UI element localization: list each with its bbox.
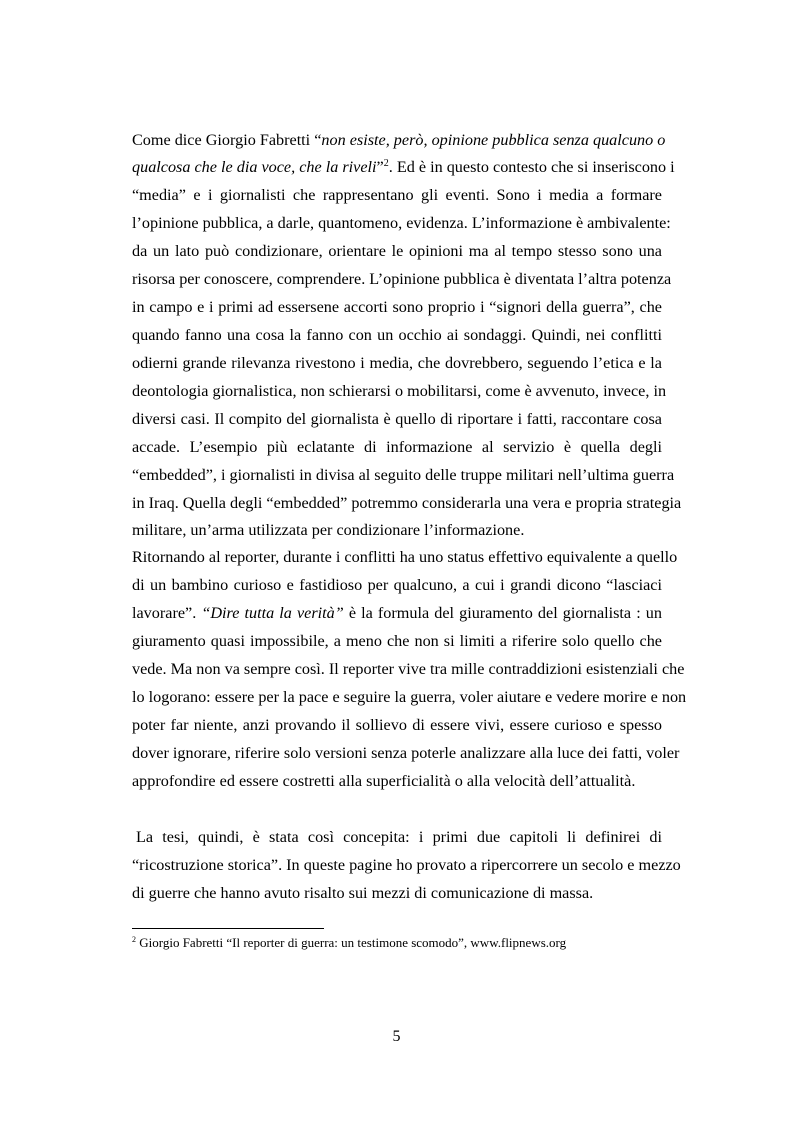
paragraph-1-line-15: militare, un’arma utilizzata per condizionare l’informazione. (132, 521, 525, 539)
quote-italic: non esiste, però, opinione pubblica senza qualcuno o (321, 131, 666, 149)
paragraph-3-line-3: di guerre che hanno avuto risalto sui mezzi di comunicazione di massa. (132, 884, 594, 902)
paragraph-2-line-2: di un bambino curioso e fastidioso per qualcuno, a cui i grandi dicono “lasciaci (132, 576, 662, 594)
paragraph-2-line-8: dover ignorare, riferire solo versioni senza poterle analizzare alla luce dei fatti, voler (132, 744, 680, 762)
paragraph-1-line-6: risorsa per conoscere, comprendere. L’opinione pubblica è diventata l’altra potenza (132, 270, 672, 288)
paragraph-1-line-9: odierni grande rilevanza rivestono i media, che dovrebbero, seguendo l’etica e la (132, 354, 662, 372)
paragraph-2-line-4: giuramento quasi impossibile, a meno che non si limiti a riferire solo quello che (132, 632, 662, 650)
page-number: 5 (392, 1028, 401, 1045)
paragraph-1-line-5: da un lato può condizionare, orientare le opinioni ma al tempo stesso sono una (132, 242, 662, 260)
footnote-text: Giorgio Fabretti “Il reporter di guerra: un testimone scomodo”, www.flipnews.org (136, 935, 567, 950)
paragraph-1-line-8: quando fanno una cosa la fanno con un occhio ai sondaggi. Quindi, nei conflitti (132, 326, 662, 344)
paragraph-2-line-6: lo logorano: essere per la pace e seguire la guerra, voler aiutare e vedere morire e non (132, 688, 687, 706)
text-segment: lavorare”. (132, 604, 202, 622)
paragraph-1-line-3: “media” e i giornalisti che rappresentano gli eventi. Sono i media a formare (132, 186, 662, 204)
footnote-separator (132, 928, 324, 929)
paragraph-1-line-12: accade. L’esempio più eclatante di informazione al servizio è quella degli (132, 438, 662, 456)
quote-italic: “Dire tutta la verità” (201, 604, 344, 622)
paragraph-1-line-4: l’opinione pubblica, a darle, quantomeno, evidenza. L’informazione è ambivalente: (132, 214, 671, 232)
paragraph-2-line-3 (132, 603, 662, 623)
paragraph-2-line-1: Ritornando al reporter, durante i conflitti ha uno status effettivo equivalente a quello (132, 548, 678, 566)
paragraph-3-line-2: “ricostruzione storica”. In queste pagine ho provato a ripercorrere un secolo e mezzo (132, 856, 681, 874)
paragraph-2-line-9: approfondire ed essere costretti alla superficialità o alla velocità dell’attualità. (132, 772, 636, 790)
paragraph-1-line-2 (132, 157, 675, 177)
text-segment: Come dice Giorgio Fabretti “ (132, 131, 322, 149)
paragraph-3-line-1: La tesi, quindi, è stata così concepita: i primi due capitoli li definirei di (136, 828, 662, 846)
paragraph-2-line-5: vede. Ma non va sempre così. Il reporter vive tra mille contraddizioni esistenziali che (132, 660, 685, 678)
footnote (132, 935, 566, 951)
paragraph-1-line-10: deontologia giornalistica, non schierarsi o mobilitarsi, come è avvenuto, invece, in (132, 382, 667, 400)
quote-italic: qualcosa che le dia voce, che la riveli (132, 158, 377, 176)
paragraph-1-line-11: diversi casi. Il compito del giornalista è quello di riportare i fatti, raccontare cosa (132, 410, 662, 428)
text-segment: è la formula del giuramento del giornalista : un (343, 604, 662, 622)
footnote-reference[interactable]: 2 (383, 158, 389, 169)
paragraph-2-line-7: poter far niente, anzi provando il sollievo di essere vivi, essere curioso e spesso (132, 716, 662, 734)
text-segment: ” (376, 158, 384, 176)
footnote-marker: 2 (132, 935, 136, 944)
paragraph-1-line-13: “embedded”, i giornalisti in divisa al seguito delle truppe militari nell’ultima guerra (132, 466, 675, 484)
paragraph-1-line-14: in Iraq. Quella degli “embedded” potremmo considerarla una vera e propria strategia (132, 494, 682, 512)
paragraph-1-line-7: in campo e i primi ad essersene accorti sono proprio i “signori della guerra”, che (132, 298, 662, 316)
text-segment: . Ed è in questo contesto che si inseriscono i (388, 158, 675, 176)
paragraph-1-line-1 (132, 130, 666, 150)
